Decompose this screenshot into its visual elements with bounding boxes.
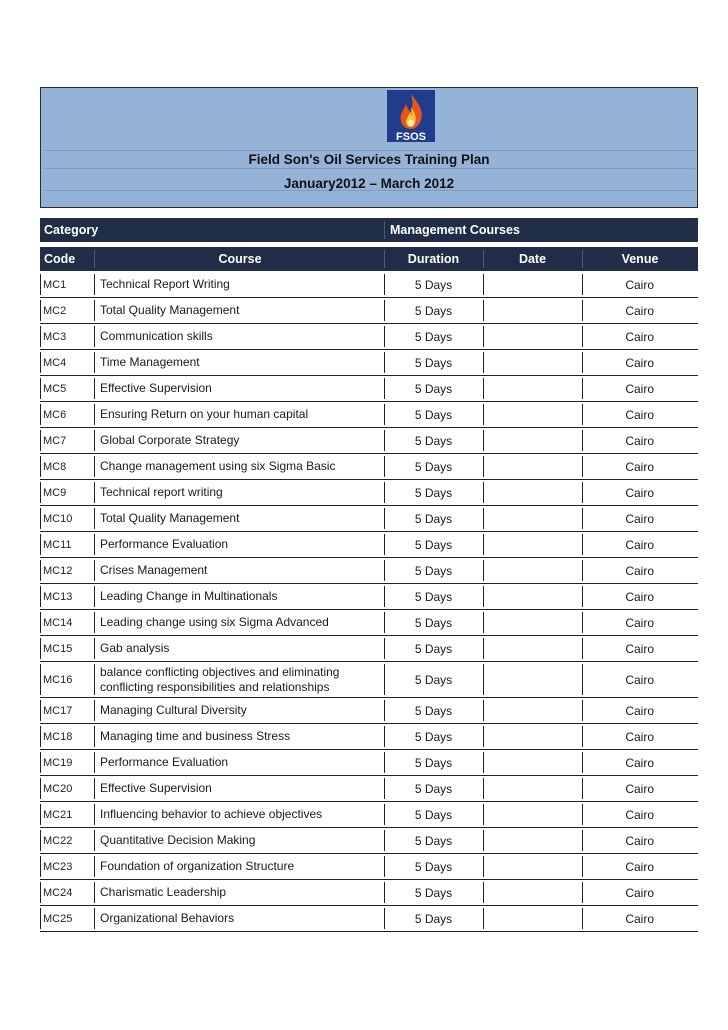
course-code: MC23 xyxy=(43,860,73,873)
course-code: MC4 xyxy=(43,356,67,369)
document-period: January2012 – March 2012 xyxy=(283,176,455,191)
course-date xyxy=(484,880,581,905)
course-duration: 5 Days xyxy=(414,807,453,822)
row-divider xyxy=(40,664,41,695)
course-code: MC24 xyxy=(43,886,73,899)
course-duration: 5 Days xyxy=(414,615,453,630)
row-divider xyxy=(94,586,95,607)
row-divider xyxy=(40,326,41,347)
row-divider xyxy=(40,534,41,555)
column-header-course: Course xyxy=(218,252,262,266)
row-divider xyxy=(94,560,95,581)
row-divider xyxy=(94,352,95,373)
course-date xyxy=(484,724,581,749)
course-name: Total Quality Management xyxy=(100,303,240,317)
row-divider xyxy=(94,752,95,773)
table-row xyxy=(40,350,698,376)
table-row xyxy=(40,324,698,350)
course-duration: 5 Days xyxy=(414,729,453,744)
row-divider xyxy=(94,326,95,347)
category-value: Management Courses xyxy=(390,223,520,237)
row-divider xyxy=(94,726,95,747)
table-row xyxy=(40,854,698,880)
document-header xyxy=(40,87,698,208)
table-row xyxy=(40,454,698,480)
course-date xyxy=(484,776,581,801)
category-row xyxy=(40,218,698,242)
row-divider xyxy=(40,482,41,503)
row-divider xyxy=(94,778,95,799)
row-divider xyxy=(40,638,41,659)
course-venue: Cairo xyxy=(625,381,654,396)
table-row xyxy=(40,750,698,776)
course-duration: 5 Days xyxy=(414,277,453,292)
course-venue: Cairo xyxy=(625,641,654,656)
course-duration: 5 Days xyxy=(414,885,453,900)
row-divider xyxy=(40,352,41,373)
row-divider xyxy=(40,508,41,529)
course-venue: Cairo xyxy=(625,355,654,370)
table-row xyxy=(40,906,698,932)
course-code: MC13 xyxy=(43,590,73,603)
course-name: Charismatic Leadership xyxy=(100,885,227,899)
course-name: Effective Supervision xyxy=(100,381,212,395)
header-rule xyxy=(43,150,695,151)
course-name: Managing Cultural Diversity xyxy=(100,703,247,717)
course-date xyxy=(484,662,581,697)
course-duration: 5 Days xyxy=(414,329,453,344)
table-row xyxy=(40,376,698,402)
row-divider xyxy=(94,456,95,477)
course-duration: 5 Days xyxy=(414,833,453,848)
row-divider xyxy=(40,586,41,607)
row-divider xyxy=(94,274,95,295)
course-code: MC9 xyxy=(43,486,67,499)
course-duration: 5 Days xyxy=(414,589,453,604)
course-date xyxy=(484,698,581,723)
course-date xyxy=(484,428,581,453)
course-code: MC21 xyxy=(43,808,73,821)
course-code: MC5 xyxy=(43,382,67,395)
course-date xyxy=(484,802,581,827)
row-divider xyxy=(94,908,95,929)
document-title: Field Son's Oil Services Training Plan xyxy=(248,152,490,167)
course-name: Global Corporate Strategy xyxy=(100,433,240,447)
course-duration: 5 Days xyxy=(414,407,453,422)
table-row xyxy=(40,662,698,698)
row-divider xyxy=(40,456,41,477)
course-date xyxy=(484,298,581,323)
row-divider xyxy=(40,612,41,633)
course-venue: Cairo xyxy=(625,303,654,318)
course-date xyxy=(484,350,581,375)
header-rule xyxy=(43,168,695,169)
course-date xyxy=(484,828,581,853)
logo-text: FSOS xyxy=(396,131,426,142)
course-venue: Cairo xyxy=(625,407,654,422)
table-header-row xyxy=(40,247,698,271)
course-date xyxy=(484,506,581,531)
course-date xyxy=(484,636,581,661)
course-name: Managing time and business Stress xyxy=(100,729,291,743)
table-row xyxy=(40,776,698,802)
row-divider xyxy=(94,700,95,721)
course-date xyxy=(484,610,581,635)
column-header-code: Code xyxy=(44,252,76,266)
course-code: MC19 xyxy=(43,756,73,769)
course-venue: Cairo xyxy=(625,703,654,718)
course-code: MC18 xyxy=(43,730,73,743)
course-venue: Cairo xyxy=(625,615,654,630)
row-divider xyxy=(40,908,41,929)
row-divider xyxy=(40,700,41,721)
course-code: MC20 xyxy=(43,782,73,795)
row-divider xyxy=(40,726,41,747)
course-date xyxy=(484,272,581,297)
course-venue: Cairo xyxy=(625,459,654,474)
row-divider xyxy=(94,430,95,451)
row-divider xyxy=(94,378,95,399)
course-date xyxy=(484,402,581,427)
course-venue: Cairo xyxy=(625,485,654,500)
table-row xyxy=(40,698,698,724)
course-code: MC12 xyxy=(43,564,73,577)
course-venue: Cairo xyxy=(625,511,654,526)
row-divider xyxy=(40,378,41,399)
column-header-venue: Venue xyxy=(621,252,659,266)
course-name: Influencing behavior to achieve objectives xyxy=(100,807,323,821)
row-divider xyxy=(94,882,95,903)
row-divider xyxy=(40,430,41,451)
row-divider xyxy=(94,482,95,503)
course-code: MC2 xyxy=(43,304,67,317)
course-code: MC17 xyxy=(43,704,73,717)
table-row xyxy=(40,428,698,454)
course-name: Quantitative Decision Making xyxy=(100,833,256,847)
course-duration: 5 Days xyxy=(414,433,453,448)
table-row xyxy=(40,636,698,662)
course-name: Performance Evaluation xyxy=(100,537,229,551)
course-venue: Cairo xyxy=(625,885,654,900)
course-date xyxy=(484,376,581,401)
course-code: MC7 xyxy=(43,434,67,447)
course-venue: Cairo xyxy=(625,537,654,552)
row-divider xyxy=(40,830,41,851)
row-divider xyxy=(40,778,41,799)
table-row xyxy=(40,610,698,636)
course-name: Total Quality Management xyxy=(100,511,240,525)
table-row xyxy=(40,724,698,750)
course-venue: Cairo xyxy=(625,833,654,848)
course-venue: Cairo xyxy=(625,329,654,344)
course-table-body xyxy=(40,272,698,932)
row-divider xyxy=(40,300,41,321)
course-duration: 5 Days xyxy=(414,641,453,656)
column-header-duration: Duration xyxy=(407,252,460,266)
course-duration: 5 Days xyxy=(414,859,453,874)
row-divider xyxy=(94,664,95,695)
course-code: MC16 xyxy=(43,673,73,686)
table-row xyxy=(40,532,698,558)
course-date xyxy=(484,532,581,557)
course-code: MC22 xyxy=(43,834,73,847)
course-name: Gab analysis xyxy=(100,641,170,655)
course-name: Technical Report Writing xyxy=(100,277,230,291)
course-name: balance conflicting objectives and eliminating conflicting responsibilities and relationships xyxy=(100,664,340,694)
row-divider xyxy=(94,638,95,659)
table-row xyxy=(40,828,698,854)
table-row xyxy=(40,558,698,584)
course-venue: Cairo xyxy=(625,859,654,874)
course-code: MC3 xyxy=(43,330,67,343)
column-header-date: Date xyxy=(518,252,547,266)
course-duration: 5 Days xyxy=(414,381,453,396)
course-name: Leading change using six Sigma Advanced xyxy=(100,615,329,629)
table-row xyxy=(40,880,698,906)
course-code: MC15 xyxy=(43,642,73,655)
course-venue: Cairo xyxy=(625,807,654,822)
course-duration: 5 Days xyxy=(414,355,453,370)
course-venue: Cairo xyxy=(625,729,654,744)
row-divider xyxy=(40,882,41,903)
row-divider xyxy=(40,752,41,773)
course-date xyxy=(484,584,581,609)
row-divider xyxy=(40,804,41,825)
course-code: MC1 xyxy=(43,278,67,291)
course-code: MC10 xyxy=(43,512,73,525)
table-row xyxy=(40,802,698,828)
row-divider xyxy=(94,534,95,555)
course-code: MC25 xyxy=(43,912,73,925)
course-venue: Cairo xyxy=(625,433,654,448)
category-label: Category xyxy=(44,223,99,237)
course-name: Leading Change in Multinationals xyxy=(100,589,278,603)
course-name: Communication skills xyxy=(100,329,213,343)
row-divider xyxy=(94,856,95,877)
course-duration: 5 Days xyxy=(414,781,453,796)
row-divider xyxy=(94,612,95,633)
row-divider xyxy=(94,404,95,425)
course-name: Technical report writing xyxy=(100,485,223,499)
course-duration: 5 Days xyxy=(414,511,453,526)
course-date xyxy=(484,750,581,775)
course-code: MC8 xyxy=(43,460,67,473)
table-row xyxy=(40,298,698,324)
course-duration: 5 Days xyxy=(414,485,453,500)
course-venue: Cairo xyxy=(625,781,654,796)
column-divider xyxy=(384,221,385,239)
course-code: MC11 xyxy=(43,538,72,551)
course-code: MC6 xyxy=(43,408,67,421)
row-divider xyxy=(40,560,41,581)
course-name: Change management using six Sigma Basic xyxy=(100,459,336,473)
course-venue: Cairo xyxy=(625,589,654,604)
course-name: Foundation of organization Structure xyxy=(100,859,295,873)
course-date xyxy=(484,480,581,505)
course-name: Time Management xyxy=(100,355,200,369)
course-date xyxy=(484,906,581,931)
course-duration: 5 Days xyxy=(414,563,453,578)
row-divider xyxy=(94,830,95,851)
course-duration: 5 Days xyxy=(414,755,453,770)
table-row xyxy=(40,506,698,532)
course-code: MC14 xyxy=(43,616,73,629)
course-name: Crises Management xyxy=(100,563,208,577)
row-divider xyxy=(94,300,95,321)
table-row xyxy=(40,584,698,610)
course-duration: 5 Days xyxy=(414,459,453,474)
row-divider xyxy=(40,274,41,295)
table-row xyxy=(40,402,698,428)
course-venue: Cairo xyxy=(625,672,654,687)
course-venue: Cairo xyxy=(625,563,654,578)
table-row xyxy=(40,272,698,298)
table-row xyxy=(40,480,698,506)
course-venue: Cairo xyxy=(625,755,654,770)
course-name: Ensuring Return on your human capital xyxy=(100,407,309,421)
row-divider xyxy=(40,856,41,877)
course-duration: 5 Days xyxy=(414,672,453,687)
course-date xyxy=(484,558,581,583)
row-divider xyxy=(94,508,95,529)
course-duration: 5 Days xyxy=(414,911,453,926)
course-name: Effective Supervision xyxy=(100,781,212,795)
fsos-logo xyxy=(387,90,435,142)
course-name: Performance Evaluation xyxy=(100,755,229,769)
row-divider xyxy=(94,804,95,825)
course-duration: 5 Days xyxy=(414,537,453,552)
row-divider xyxy=(40,404,41,425)
course-date xyxy=(484,324,581,349)
course-venue: Cairo xyxy=(625,911,654,926)
course-duration: 5 Days xyxy=(414,303,453,318)
course-venue: Cairo xyxy=(625,277,654,292)
course-date xyxy=(484,454,581,479)
course-duration: 5 Days xyxy=(414,703,453,718)
course-name: Organizational Behaviors xyxy=(100,911,235,925)
course-date xyxy=(484,854,581,879)
